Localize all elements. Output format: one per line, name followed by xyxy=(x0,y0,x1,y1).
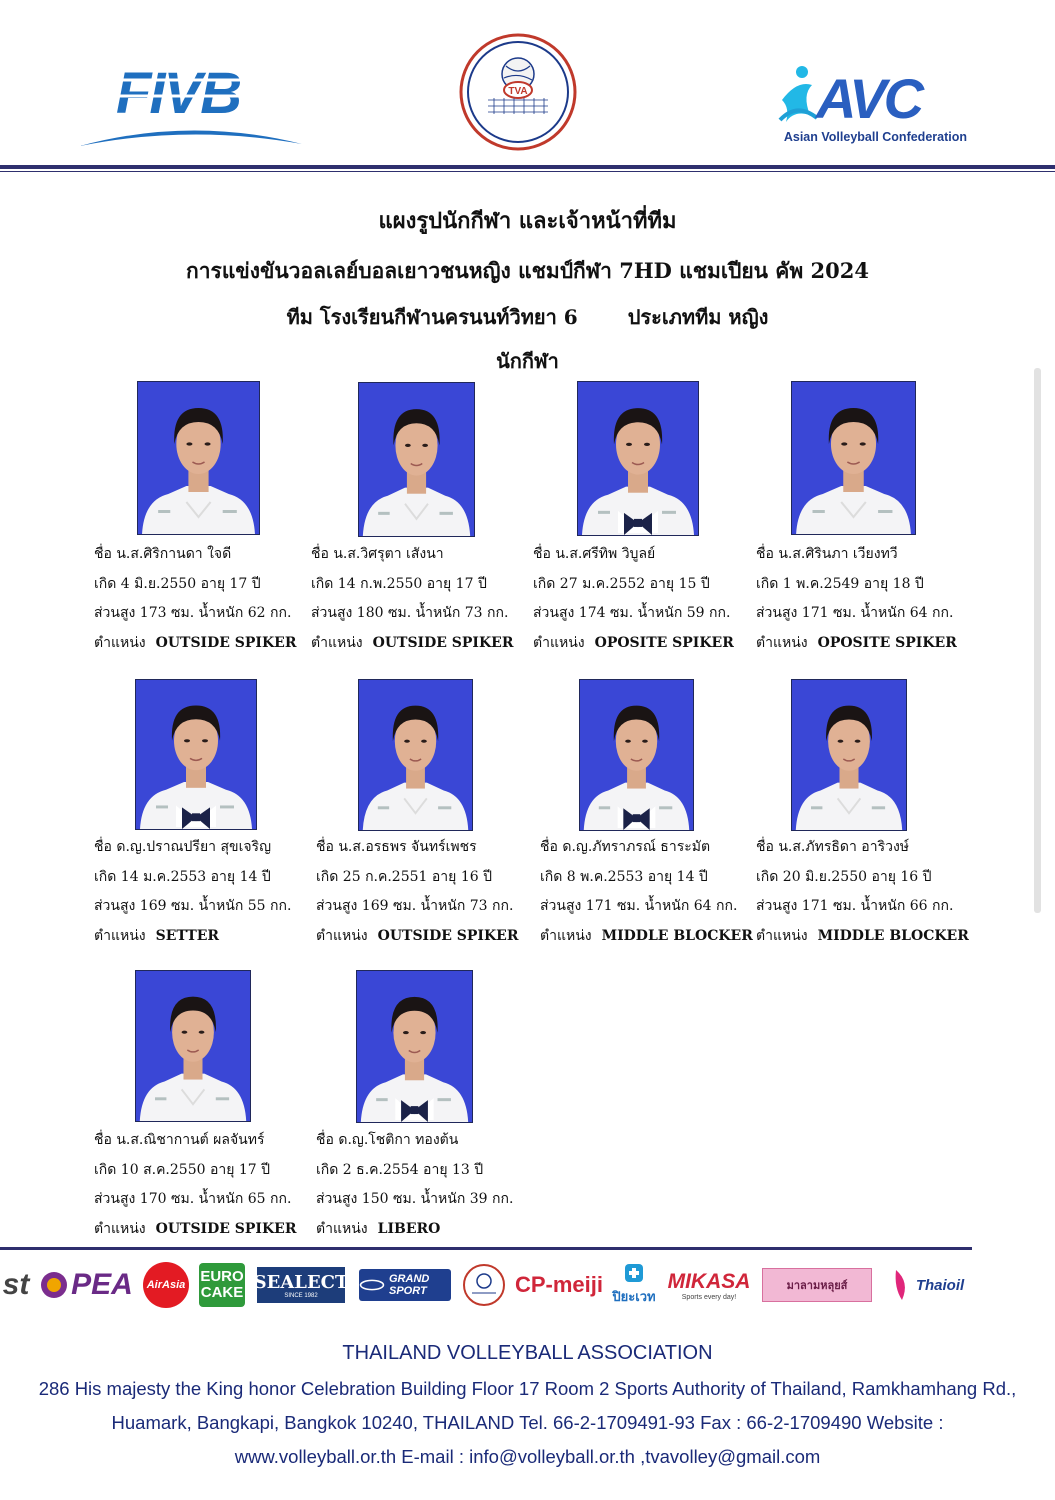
association-contact-line: www.volleyball.or.th E-mail : info@volleyball.or.th ,tvavolley@gmail.com xyxy=(234,1446,821,1467)
athlete-name: ชื่อ น.ส.ภัทรธิดา อาริวงษ์ xyxy=(756,839,910,855)
sponsor-logo-mikasa: MIKASA Sports every day! xyxy=(667,1269,751,1301)
association-footer xyxy=(0,1338,1055,1474)
sponsor-logo-cpmeiji: CP-meiji xyxy=(514,1272,604,1297)
athlete-position: OUTSIDE SPIKER xyxy=(155,1220,297,1237)
athlete-position-line xyxy=(533,629,734,659)
sponsor-logo-st: st xyxy=(2,1268,30,1301)
sponsor-logo-eurocake: EURO CAKE xyxy=(198,1262,246,1308)
header-divider xyxy=(0,165,1055,169)
athlete-position-label: ตำแหน่ง xyxy=(316,1220,368,1237)
athlete-birth: เกิด 4 มิ.ย.2550 อายุ 17 ปี xyxy=(94,575,261,592)
sponsor-logo-airasia: AirAsia xyxy=(142,1262,190,1308)
athlete-height-weight: ส่วนสูง 171 ซม. น้ำหนัก 64 กก. xyxy=(540,898,738,914)
athlete-info xyxy=(311,540,513,658)
athlete-name: ชื่อ น.ส.วิศรุตา เสังนา xyxy=(311,546,444,562)
athlete-birth: เกิด 20 มิ.ย.2550 อายุ 16 ปี xyxy=(756,868,932,885)
athlete-name: ชื่อ ด.ญ.ปราณปรียา สุขเจริญ xyxy=(94,839,272,855)
athlete-info xyxy=(316,1126,513,1244)
athlete-position-label: ตำแหน่ง xyxy=(756,927,808,944)
athlete-birth: เกิด 10 ส.ค.2550 อายุ 17 ปี xyxy=(94,1161,271,1178)
sponsor-logo-sealect: SEALECT SINCE 1982 xyxy=(256,1262,346,1308)
athlete-photo xyxy=(791,679,907,831)
athlete-position-label: ตำแหน่ง xyxy=(94,927,146,944)
association-address-line1: 286 His majesty the King honor Celebration Building Floor 17 Room 2 Sports Authority of Thailand, Ramkhamhang Rd., xyxy=(38,1378,1017,1399)
athlete-position-label: ตำแหน่ง xyxy=(94,1220,146,1237)
athlete-info xyxy=(94,833,291,951)
athlete-info xyxy=(756,833,969,951)
athlete-info xyxy=(540,833,753,951)
association-name: THAILAND VOLLEYBALL ASSOCIATION xyxy=(342,1342,713,1364)
athlete-birth: เกิด 25 ก.ค.2551 อายุ 16 ปี xyxy=(316,868,492,885)
athlete-position-line xyxy=(540,922,753,952)
competition-title: การแข่งขันวอลเลย์บอลเยาวชนหญิง แชมป์กีฬา 7HD แชมเปียน คัพ 2024 xyxy=(186,258,869,283)
section-heading-athletes: นักกีฬา xyxy=(496,349,559,373)
athlete-position: MIDDLE BLOCKER xyxy=(601,927,753,944)
athlete-position-label: ตำแหน่ง xyxy=(94,634,146,651)
athlete-height-weight: ส่วนสูง 169 ซม. น้ำหนัก 73 กก. xyxy=(316,898,514,914)
athlete-position-line xyxy=(94,1215,296,1245)
athlete-photo xyxy=(577,381,699,536)
sponsor-logo-tva xyxy=(461,1262,507,1308)
page-header xyxy=(0,0,1055,170)
document-title: แผงรูปนักกีฬา และเจ้าหน้าที่ทีม xyxy=(378,208,677,234)
athlete-position: OUTSIDE SPIKER xyxy=(377,927,519,944)
athlete-info xyxy=(94,1126,296,1244)
svg-text:FIVB: FIVB xyxy=(116,61,241,126)
athlete-name: ชื่อ น.ส.ศิรินภา เวียงทวี xyxy=(756,546,898,562)
athlete-info xyxy=(316,833,518,951)
athlete-birth: เกิด 27 ม.ค.2552 อายุ 15 ปี xyxy=(533,575,710,592)
athlete-photo xyxy=(358,679,473,831)
avc-caption: Asian Volleyball Confederation xyxy=(783,130,967,144)
athlete-height-weight: ส่วนสูง 174 ซม. น้ำหนัก 59 กก. xyxy=(533,605,731,621)
athlete-height-weight: ส่วนสูง 150 ซม. น้ำหนัก 39 กก. xyxy=(316,1191,514,1207)
athlete-photo xyxy=(135,970,251,1122)
athlete-height-weight: ส่วนสูง 171 ซม. น้ำหนัก 66 กก. xyxy=(756,898,954,914)
athlete-birth: เกิด 8 พ.ค.2553 อายุ 14 ปี xyxy=(540,868,708,885)
athlete-position: OUTSIDE SPIKER xyxy=(372,634,514,651)
athlete-name: ชื่อ น.ส.ศรีทิพ วิบูลย์ xyxy=(533,546,656,562)
athlete-height-weight: ส่วนสูง 170 ซม. น้ำหนัก 65 กก. xyxy=(94,1191,292,1207)
team-name: ทีม โรงเรียนกีฬานครนนท์วิทยา 6 xyxy=(286,305,578,329)
athlete-height-weight: ส่วนสูง 171 ซม. น้ำหนัก 64 กก. xyxy=(756,605,954,621)
association-address-line2: Huamark, Bangkapi, Bangkok 10240, THAILAND Tel. 66-2-1709491-93 Fax : 66-2-1709490 Website : xyxy=(111,1412,944,1433)
athlete-info xyxy=(533,540,734,658)
athlete-photo xyxy=(579,679,694,831)
athlete-position-line xyxy=(756,922,969,952)
athlete-position-label: ตำแหน่ง xyxy=(311,634,363,651)
athlete-position: SETTER xyxy=(155,927,220,944)
athlete-name: ชื่อ ด.ญ.ภัทราภรณ์ ธาระมัต xyxy=(540,839,711,855)
athlete-birth: เกิด 14 ก.พ.2550 อายุ 17 ปี xyxy=(311,575,487,592)
athlete-birth: เกิด 2 ธ.ค.2554 อายุ 13 ปี xyxy=(316,1161,484,1178)
athlete-photo xyxy=(356,970,473,1123)
athlete-position-line xyxy=(316,922,518,952)
athlete-photo xyxy=(135,679,257,830)
athlete-birth: เกิด 1 พ.ค.2549 อายุ 18 ปี xyxy=(756,575,924,592)
team-category: ประเภททีม หญิง xyxy=(627,305,769,329)
sponsor-logo-pea: PEA xyxy=(38,1262,134,1308)
athlete-position: OPOSITE SPIKER xyxy=(594,634,734,651)
athlete-name: ชื่อ น.ส.ณิชากานต์ ผลจันทร์ xyxy=(94,1132,265,1148)
athlete-birth: เกิด 14 ม.ค.2553 อายุ 14 ปี xyxy=(94,868,271,885)
sponsor-logo-malamaluis: มาลามหลุยส์ xyxy=(762,1262,872,1308)
athlete-name: ชื่อ น.ส.ศิริกานดา ใจดี xyxy=(94,546,232,562)
header-divider-thin xyxy=(0,171,1055,172)
scrollbar[interactable] xyxy=(1034,368,1041,913)
athlete-position-line xyxy=(94,629,296,659)
athlete-position: LIBERO xyxy=(377,1220,441,1237)
athlete-position: OUTSIDE SPIKER xyxy=(155,634,297,651)
athlete-photo xyxy=(791,381,916,535)
athlete-position-line xyxy=(94,922,291,952)
athlete-position-label: ตำแหน่ง xyxy=(756,634,808,651)
document-title-block xyxy=(0,204,1055,378)
sponsor-logo-grandsport: GRAND SPORT xyxy=(358,1262,452,1308)
tva-logo xyxy=(458,32,578,152)
athlete-height-weight: ส่วนสูง 173 ซม. น้ำหนัก 62 กก. xyxy=(94,605,292,621)
sponsor-logo-piyavate: ปิยะเวท xyxy=(608,1262,660,1308)
fivb-logo xyxy=(80,58,305,153)
svg-text:TVA: TVA xyxy=(508,86,528,97)
athlete-position-label: ตำแหน่ง xyxy=(533,634,585,651)
athlete-info xyxy=(94,540,296,658)
athlete-info xyxy=(756,540,957,658)
sponsor-logo-thaioil: Thaioil xyxy=(888,1262,968,1308)
athlete-photo xyxy=(358,382,475,537)
team-line xyxy=(0,300,1055,334)
athlete-position-line xyxy=(316,1215,513,1245)
athlete-position-line xyxy=(311,629,513,659)
avc-wordmark: AVC xyxy=(816,67,922,130)
sponsor-strip xyxy=(0,1262,1055,1314)
athlete-position-label: ตำแหน่ง xyxy=(540,927,592,944)
athlete-height-weight: ส่วนสูง 169 ซม. น้ำหนัก 55 กก. xyxy=(94,898,292,914)
athlete-name: ชื่อ น.ส.อรธพร จันทร์เพชร xyxy=(316,839,477,855)
athlete-position: OPOSITE SPIKER xyxy=(817,634,957,651)
athlete-photo xyxy=(137,381,260,535)
athlete-name: ชื่อ ด.ญ.โชติกา ทองต้น xyxy=(316,1132,459,1148)
athlete-position-line xyxy=(756,629,957,659)
avc-logo xyxy=(772,60,967,152)
athlete-position: MIDDLE BLOCKER xyxy=(817,927,969,944)
athlete-height-weight: ส่วนสูง 180 ซม. น้ำหนัก 73 กก. xyxy=(311,605,509,621)
footer-divider xyxy=(0,1247,972,1250)
athlete-position-label: ตำแหน่ง xyxy=(316,927,368,944)
